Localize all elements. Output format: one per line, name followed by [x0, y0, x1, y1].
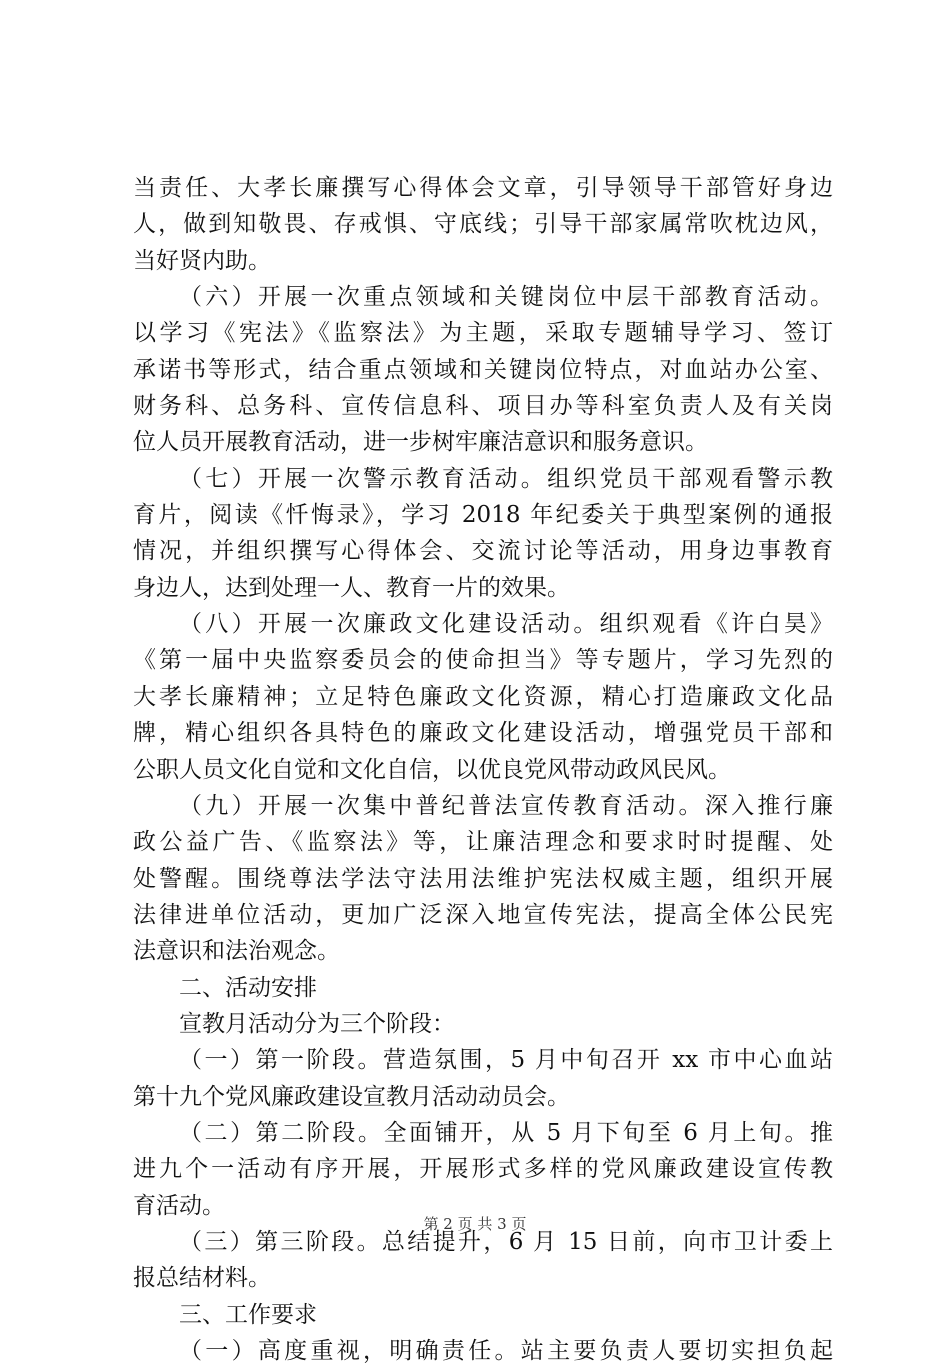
text-line: 牌，精心组织各具特色的廉政文化建设活动，增强党员干部和	[133, 720, 833, 747]
text-line: 法意识和法治观念。	[133, 938, 340, 965]
text-line: 以学习《宪法》《监察法》为主题，采取专题辅导学习、签订	[133, 320, 833, 347]
text-line: 三、工作要求	[179, 1301, 317, 1328]
text-line: 法律进单位活动，更加广泛深入地宣传宪法，提高全体公民宪	[133, 901, 833, 928]
text-line: （七）开展一次警示教育活动。组织党员干部观看警示教	[179, 465, 833, 492]
text-line: （九）开展一次集中普纪普法宣传教育活动。深入推行廉	[179, 792, 833, 819]
text-line: 二、活动安排	[179, 974, 317, 1001]
text-line: 《第一届中央监察委员会的使命担当》等专题片，学习先烈的	[133, 647, 833, 674]
text-line: 大孝长廉精神；立足特色廉政文化资源，精心打造廉政文化品	[133, 683, 833, 710]
text-line: （二）第二阶段。全面铺开，从 5 月下旬至 6 月上旬。推	[179, 1119, 833, 1146]
text-line: 身边人，达到处理一人、教育一片的效果。	[133, 574, 570, 601]
page-footer: 第 2 页 共 3 页	[423, 1215, 527, 1233]
text-line: 人，做到知敬畏、存戒惧、守底线；引导干部家属常吹枕边风，	[133, 211, 833, 238]
text-line: （六）开展一次重点领域和关键岗位中层干部教育活动。	[179, 284, 833, 311]
text-line: 位人员开展教育活动，进一步树牢廉洁意识和服务意识。	[133, 429, 708, 456]
text-line: 公职人员文化自觉和文化自信，以优良党风带动政风民风。	[133, 756, 731, 783]
text-line: 报总结材料。	[133, 1265, 271, 1292]
text-line: （一）高度重视，明确责任。站主要负责人要切实担负起	[179, 1338, 833, 1364]
text-line: 育活动。	[133, 1192, 225, 1219]
text-line: 育片，阅读《忏悔录》，学习 2018 年纪委关于典型案例的通报	[133, 502, 833, 529]
text-line: （三）第三阶段。总结提升，6 月 15 日前，向市卫计委上	[179, 1228, 833, 1255]
text-line: 当好贤内助。	[133, 247, 271, 274]
text-line: 处警醒。围绕尊法学法守法用法维护宪法权威主题，组织开展	[133, 865, 833, 892]
text-line: 承诺书等形式，结合重点领域和关键岗位特点，对血站办公室、	[133, 356, 833, 383]
text-line: （一）第一阶段。营造氛围，5 月中旬召开 xx 市中心血站	[179, 1047, 833, 1074]
text-line: 进九个一活动有序开展，开展形式多样的党风廉政建设宣传教	[133, 1156, 833, 1183]
text-line: （八）开展一次廉政文化建设活动。组织观看《许白昊》	[179, 611, 833, 638]
text-line: 宣教月活动分为三个阶段：	[179, 1010, 455, 1037]
text-line: 情况，并组织撰写心得体会、交流讨论等活动，用身边事教育	[133, 538, 833, 565]
document-body	[133, 170, 833, 1369]
text-line: 财务科、总务科、宣传信息科、项目办等科室负责人及有关岗	[133, 393, 833, 420]
text-line: 政公益广告、《监察法》等，让廉洁理念和要求时时提醒、处	[133, 829, 833, 856]
text-line: 当责任、大孝长廉撰写心得体会文章，引导领导干部管好身边	[133, 175, 833, 201]
text-line: 第十九个党风廉政建设宣教月活动动员会。	[133, 1083, 570, 1110]
